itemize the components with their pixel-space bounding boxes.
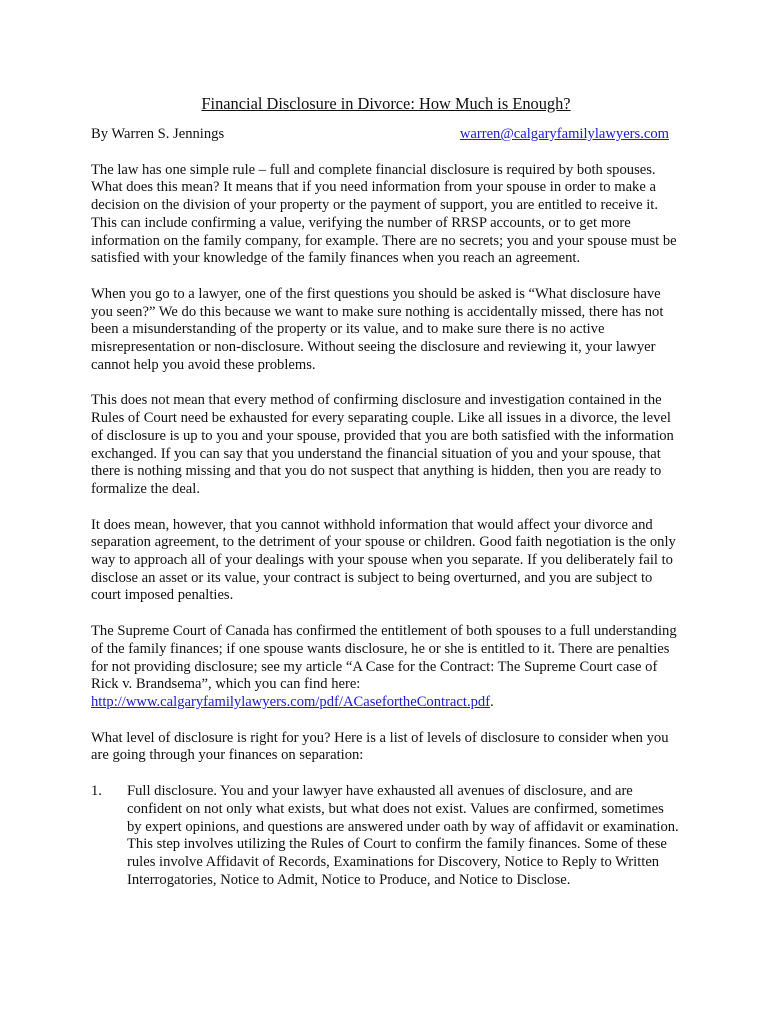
paragraph-lawyer-question: When you go to a lawyer, one of the first questions you should be asked is “What disclosure have you seen?” We do this because we want to make sure nothing is accidentally missed, there has not been a misunderstanding of the property or its value, and to make sure there is no active misrepresentation or non-disclosure. Without seeing the disclosure and reviewing it, your lawyer cannot help you avoid these problems. xyxy=(91,285,664,373)
document-body xyxy=(91,94,681,889)
paragraph-levels-intro: What level of disclosure is right for you? Here is a list of levels of disclosure to consider when you are going through your finances on separation: xyxy=(91,729,669,764)
author-name: By Warren S. Jennings xyxy=(91,126,225,142)
supreme-court-text: The Supreme Court of Canada has confirmed the entitlement of both spouses to a full understanding of the family finances; if one spouse wants disclosure, he or she is entitled to it. There are penalties for not providing disclosure; see my article “A Case for the Contract: The Supreme Court case of Rick v. Brandsema”, which you can find here: xyxy=(91,623,677,693)
article-link[interactable]: http://www.calgaryfamilylawyers.com/pdf/ACasefortheContract.pdf xyxy=(91,693,491,710)
paragraph-supreme-court xyxy=(91,623,681,712)
list-item xyxy=(91,783,681,889)
article-link-period: . xyxy=(490,693,494,710)
paragraph-rules-of-court: This does not mean that every method of confirming disclosure and investigation contained in the Rules of Court need be exhausted for every separating couple. Like all issues in a divorce, the level of disclosure is up to you and your spouse, provided that you are both satisfied with the information exchanged. If you can say that you understand the financial situation of you and your spouse, that there is nothing missing and that you do not suspect that anything is hidden, then you are ready to formalize the deal. xyxy=(91,392,674,497)
list-item-number: 1. xyxy=(91,783,102,800)
paragraph-withhold-information: It does mean, however, that you cannot withhold information that would affect your divorce and separation agreement, to the detriment of your spouse or children. Good faith negotiation is the only way to approach all of your dealings with your spouse when you separate. If you deliberately fail to disclose an asset or its value, your contract is subject to being overturned, and you are subject to court imposed penalties. xyxy=(91,516,676,604)
byline xyxy=(91,126,681,144)
list-item-text: Full disclosure. You and your lawyer have exhausted all avenues of disclosure, and are confident on not only what exists, but what does not exist. Values are confirmed, sometimes by expert opinions, and questions are answered under oath by way of affidavit or examination. This step involves utilizing the Rules of Court to confirm the family finances. Some of these rules involve Affidavit of Records, Examinations for Discovery, Notice to Reply to Written Interrogatories, Notice to Admit, Notice to Produce, and Notice to Disclose. xyxy=(127,783,679,888)
author-email-link[interactable]: warren@calgaryfamilylawyers.com xyxy=(459,126,669,142)
disclosure-levels-list xyxy=(91,783,681,889)
paragraph-disclosure-rule: The law has one simple rule – full and complete financial disclosure is required by both spouses. What does this mean? It means that if you need information from your spouse in order to make a decision on the division of your property or the payment of support, you are entitled to receive it. This can include confirming a value, verifying the number of RRSP accounts, or to get more information on the family company, for example. There are no secrets; you and your spouse must be satisfied with your knowledge of the family finances when you reach an agreement. xyxy=(91,161,677,267)
document-title: Financial Disclosure in Divorce: How Much is Enough? xyxy=(201,94,571,113)
